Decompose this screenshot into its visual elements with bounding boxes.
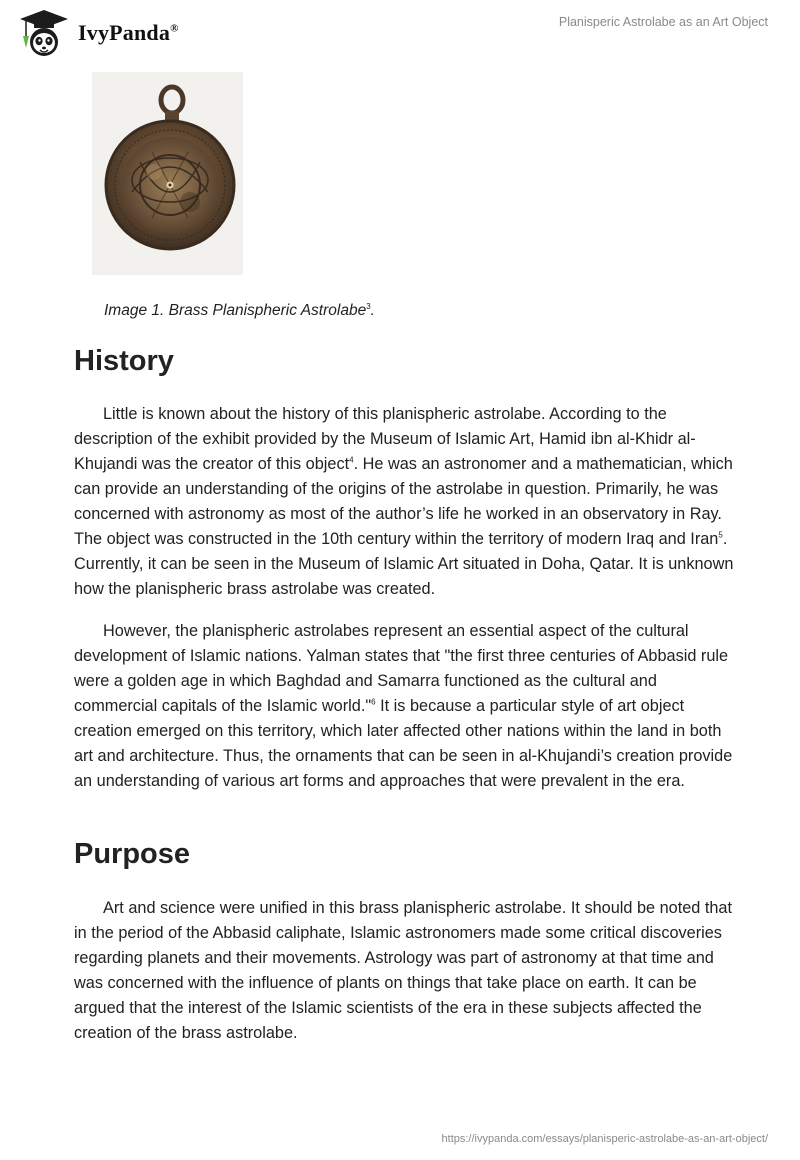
astrolabe-image xyxy=(92,72,243,275)
ivypanda-logo[interactable] xyxy=(14,8,179,58)
astrolabe-icon xyxy=(92,72,243,275)
history-paragraph-1: Little is known about the history of this planispheric astrolabe. According to the description of the exhibit provided by the Museum of Islamic Art, Hamid ibn al-Khidr al-Khujandi was the creator of this object$^4$. He was an astronomer and a mathematician, which can provide an understanding of the origins of the astrolabe in question. Primarily, he was concerned with astronomy as most of the author’s life he worked in an observatory in Ray. The object was constructed in the 10th century within the territory of modern Iraq and Iran$^5$. Currently, it can be seen in the Museum of Islamic Art situated in Doha, Qatar. It is unknown how the planispheric brass astrolabe was created. xyxy=(74,405,734,598)
footnote-ref[interactable]: 6 xyxy=(371,697,376,707)
panda-logo-icon xyxy=(14,8,74,58)
history-heading: History xyxy=(74,345,174,377)
document-title: Planisperic Astrolabe as an Art Object xyxy=(558,15,768,29)
purpose-paragraph: Art and science were unified in this brass planispheric astrolabe. It should be noted that in the period of the Abbasid caliphate, Islamic astronomers made some critical discoveries regarding planets and their movements. Astrology was part of astronomy at that time and was concerned with the influence of plants on things that take place on earth. It can be argued that the interest of the Islamic scientists of the era in these subjects affected the creation of the brass astrolabe. xyxy=(74,899,733,1042)
history-paragraph-2: However, the planispheric astrolabes represent an essential aspect of the cultural development of Islamic nations. Yalman states that "the first three centuries of Abbasid rule were a golden age in which Baghdad and Samarra functioned as the cultural and commercial capitals of the Islamic world."$^6$ It is because a particular style of art object creation emerged on this territory, which later affected other nations within the land in both art and architecture. Thus, the ornaments that can be seen in al-Khujandi’s creation provide an understanding of various art forms and approaches that were prevalent in the era. xyxy=(74,622,733,790)
footnote-ref[interactable]: 3 xyxy=(366,301,371,311)
figure-caption: Image 1. Brass Planispheric Astrolabe$^3$. xyxy=(104,301,375,319)
page-header xyxy=(0,0,800,70)
purpose-heading: Purpose xyxy=(74,838,191,870)
footnote-ref[interactable]: 5 xyxy=(718,530,723,540)
footer-url[interactable]: https://ivypanda.com/essays/planisperic-astrolabe-as-an-art-object/ xyxy=(441,1133,768,1145)
footnote-ref[interactable]: 4 xyxy=(349,455,354,465)
logo-text: IvyPanda® xyxy=(78,20,179,45)
